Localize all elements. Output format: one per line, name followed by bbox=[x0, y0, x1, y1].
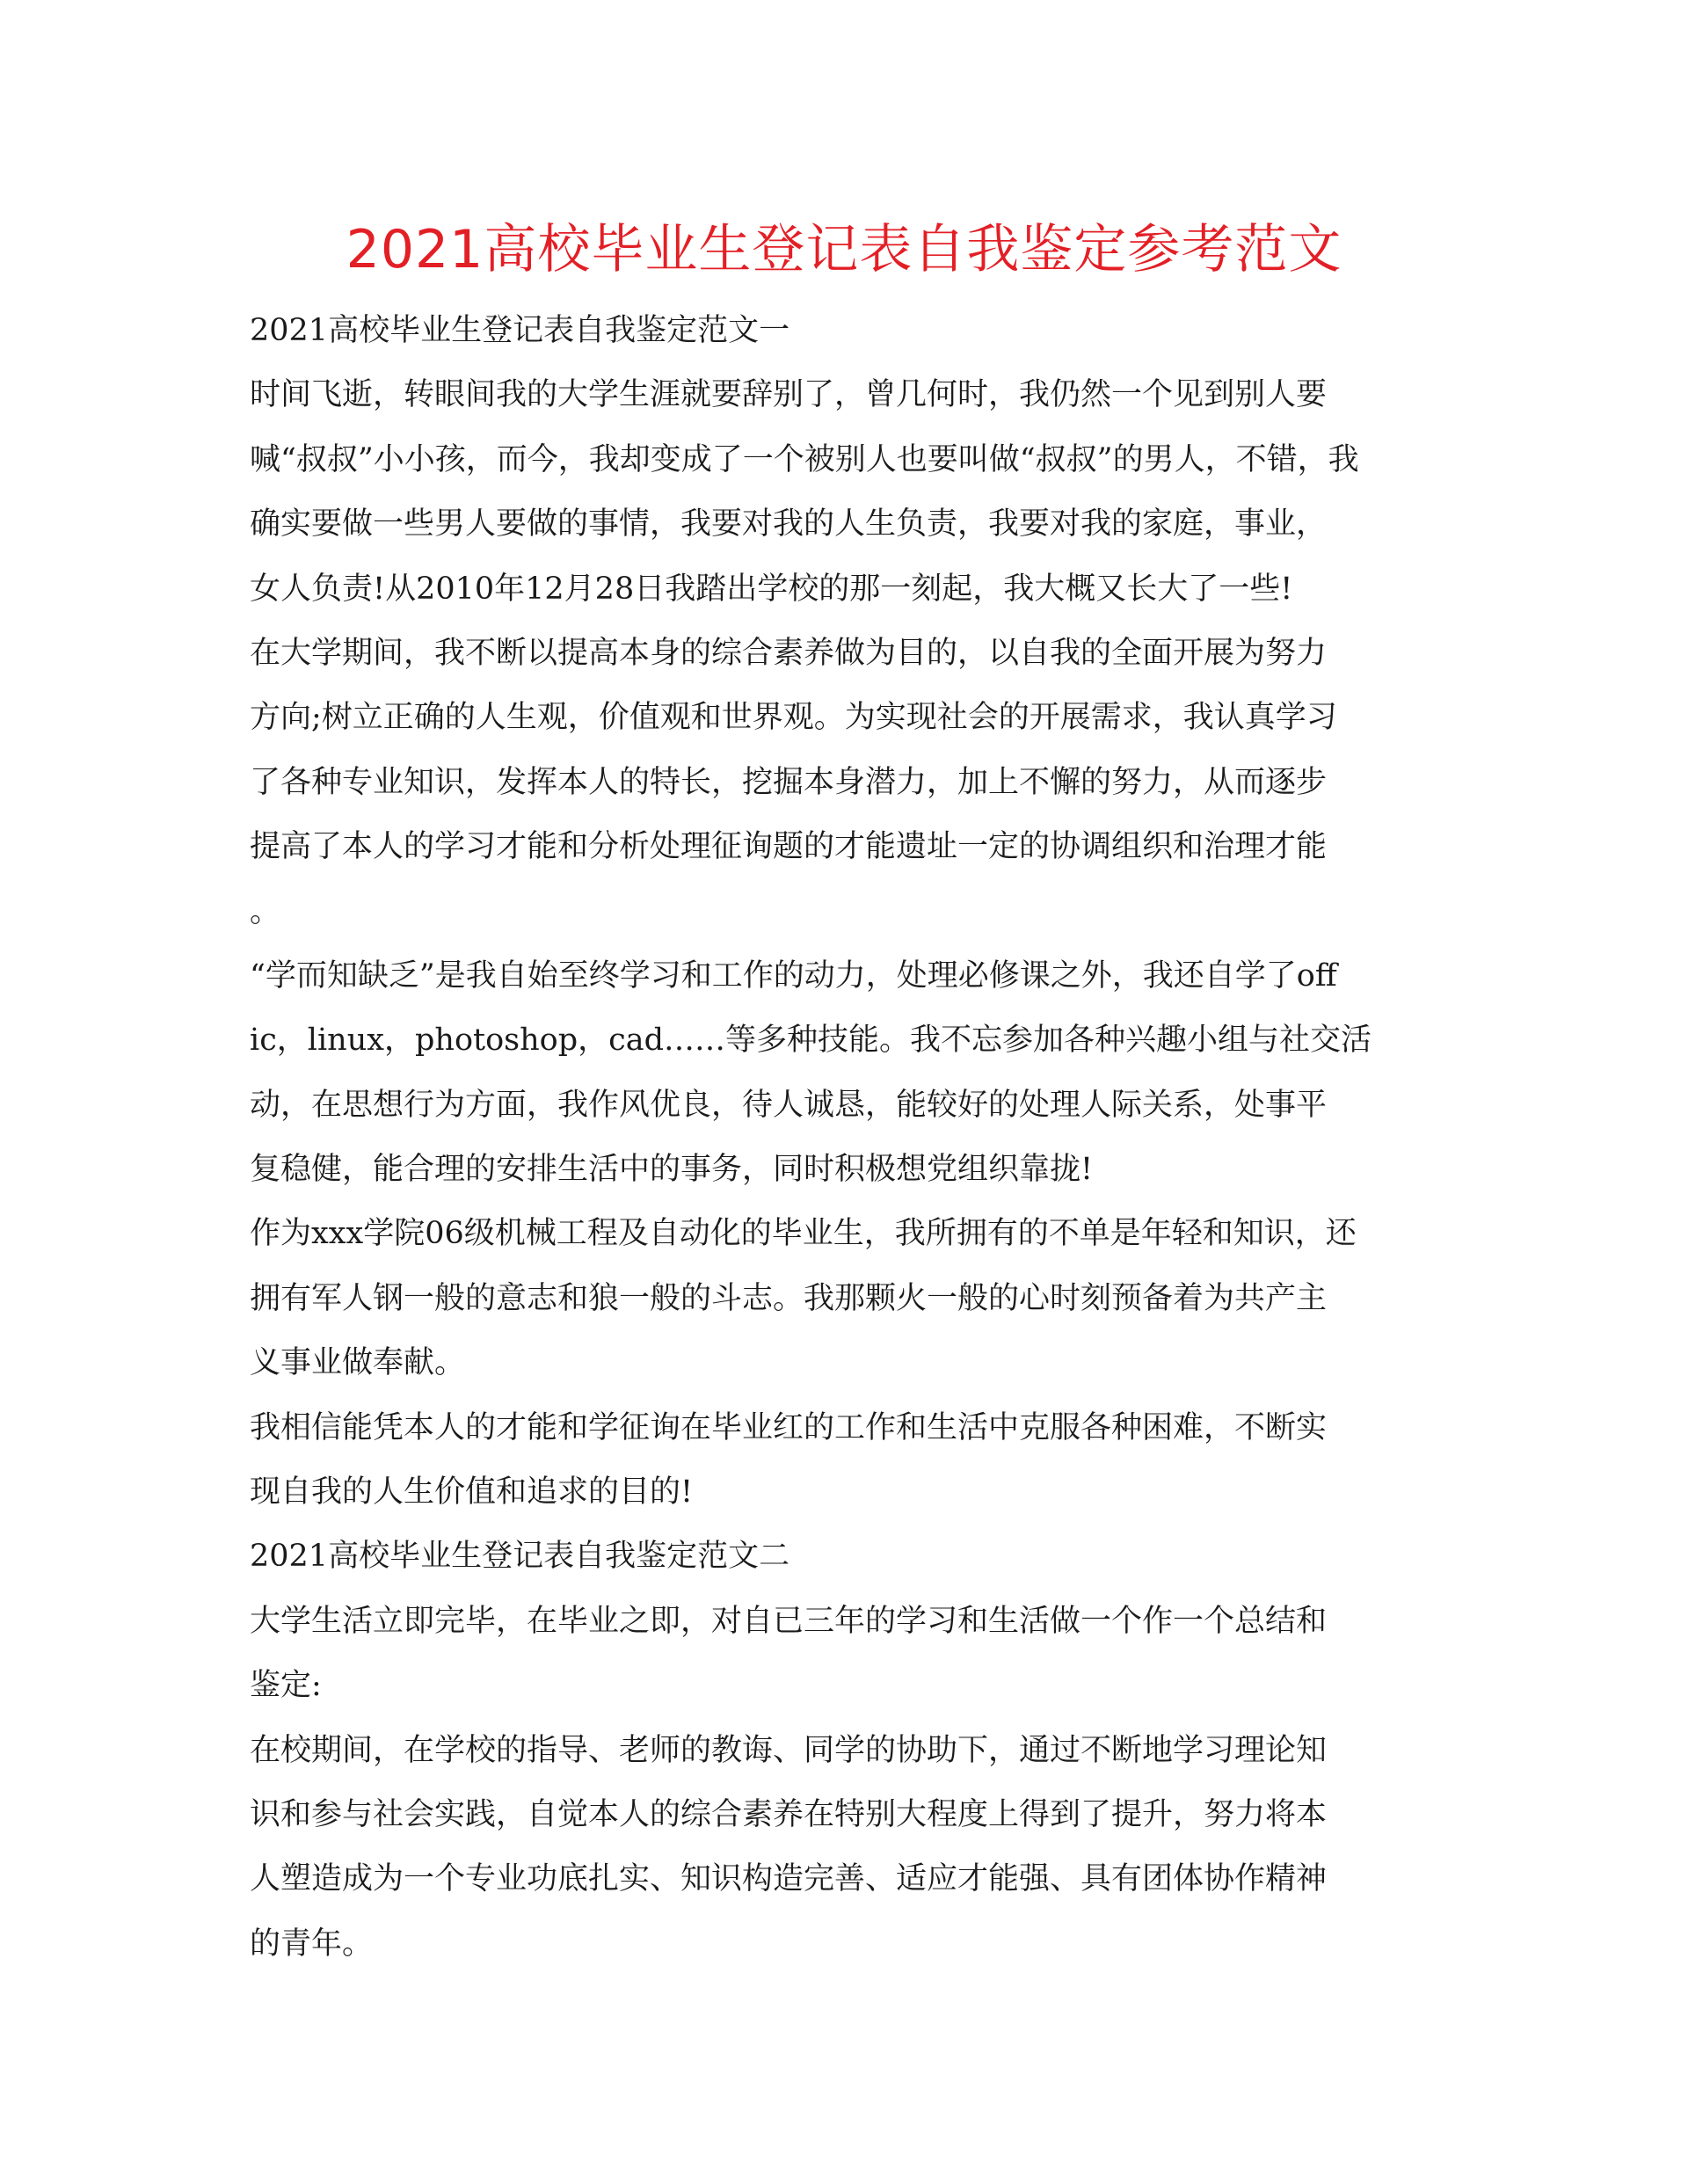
paragraph-line: 方向;树立正确的人生观，价值观和世界观。为实现社会的开展需求，我认真学习 bbox=[250, 700, 1337, 736]
paragraph-line: 识和参与社会实践，自觉本人的综合素养在特别大程度上得到了提升，努力将本 bbox=[250, 1796, 1328, 1832]
document-title: 2021高校毕业生登记表自我鉴定参考范文 bbox=[346, 219, 1342, 280]
paragraph-line: 复稳健，能合理的安排生活中的事务，同时积极想党组织靠拢! bbox=[250, 1152, 1094, 1188]
paragraph-line: 动，在思想行为方面，我作风优良，待人诚恳，能较好的处理人际关系，处事平 bbox=[250, 1087, 1328, 1123]
paragraph-line: 的青年。 bbox=[250, 1926, 374, 1962]
paragraph-line: 大学生活立即完毕，在毕业之即，对自已三年的学习和生活做一个作一个总结和 bbox=[250, 1603, 1328, 1639]
paragraph-line: 在校期间，在学校的指导、老师的教诲、同学的协助下，通过不断地学习理论知 bbox=[250, 1732, 1328, 1768]
paragraph-line: “学而知缺乏”是我自始至终学习和工作的动力，处理必修课之外，我还自学了off bbox=[250, 957, 1337, 994]
paragraph-line: 现自我的人生价值和追求的目的! bbox=[250, 1474, 694, 1511]
paragraph-line: 了各种专业知识，发挥本人的特长，挖掘本身潜力，加上不懈的努力，从而逐步 bbox=[250, 764, 1328, 800]
paragraph-line: 提高了本人的学习才能和分析处理征询题的才能遗址一定的协调组织和治理才能 bbox=[250, 829, 1328, 865]
paragraph-line: 我相信能凭本人的才能和学征询在毕业红的工作和生活中克服各种困难，不断实 bbox=[250, 1409, 1328, 1445]
paragraph-line: 作为xxx学院06级机械工程及自动化的毕业生，我所拥有的不单是年轻和知识，还 bbox=[250, 1216, 1357, 1252]
paragraph-line: 女人负责!从2010年12月28日我踏出学校的那一刻起，我大概又长大了一些! bbox=[250, 571, 1293, 607]
paragraph-line: 在大学期间，我不断以提高本身的综合素养做为目的，以自我的全面开展为努力 bbox=[250, 635, 1328, 671]
paragraph-line: 拥有军人钢一般的意志和狼一般的斗志。我那颗火一般的心时刻预备着为共产主 bbox=[250, 1280, 1328, 1316]
document-body bbox=[250, 299, 1445, 1977]
section-heading-2: 2021高校毕业生登记表自我鉴定范文二 bbox=[250, 1539, 790, 1575]
paragraph-line: 。 bbox=[250, 893, 281, 929]
paragraph-line: 鉴定: bbox=[250, 1668, 322, 1704]
paragraph-line: 义事业做奉献。 bbox=[250, 1345, 466, 1381]
paragraph-line: 喊“叔叔”小小孩，而今，我却变成了一个被别人也要叫做“叔叔”的男人，不错，我 bbox=[250, 441, 1359, 477]
paragraph-line: 确实要做一些男人要做的事情，我要对我的人生负责，我要对我的家庭，事业， bbox=[250, 506, 1328, 542]
paragraph-line: 时间飞逝，转眼间我的大学生涯就要辞别了，曾几何时，我仍然一个见到别人要 bbox=[250, 377, 1328, 413]
paragraph-line: 人塑造成为一个专业功底扎实、知识构造完善、适应才能强、具有团体协作精神 bbox=[250, 1861, 1328, 1897]
section-heading-1: 2021高校毕业生登记表自我鉴定范文一 bbox=[250, 313, 790, 348]
paragraph-line: ic，linux，photoshop，cad……等多种技能。我不忘参加各种兴趣小组与社交活 bbox=[250, 1023, 1372, 1059]
